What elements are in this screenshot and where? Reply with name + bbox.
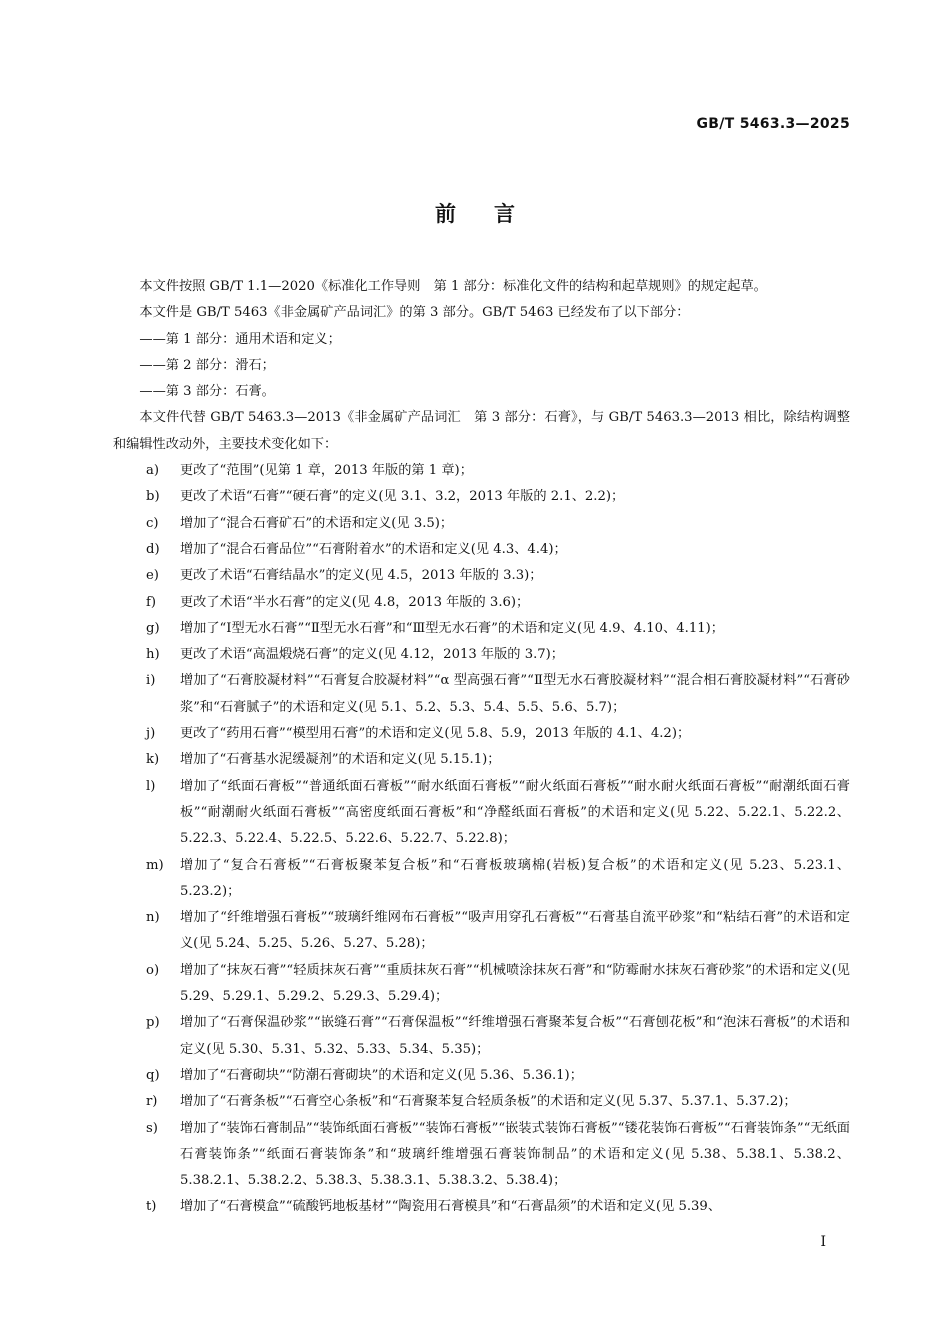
- change-text: 更改了术语“石膏”“硬石膏”的定义(见 3.1、3.2，2013 年版的 2.1、2.2)；: [180, 489, 625, 505]
- change-text: 更改了术语“石膏结晶水”的定义(见 4.5，2013 年版的 3.3)；: [180, 568, 543, 584]
- change-marker: t): [146, 1199, 157, 1215]
- change-text: 增加了“石膏砌块”“防潮石膏砌块”的术语和定义(见 5.36、5.36.1)；: [180, 1067, 583, 1083]
- changes-list: [113, 458, 850, 1221]
- part-list-item: ——第 1 部分：通用术语和定义；: [139, 331, 341, 347]
- change-text: 更改了术语“半水石膏”的定义(见 4.8，2013 年版的 3.6)；: [180, 594, 530, 610]
- change-marker: n): [146, 910, 160, 926]
- change-marker: o): [146, 962, 160, 978]
- change-item: [113, 511, 850, 537]
- change-item: [113, 1116, 850, 1195]
- intro-paragraph: 本文件按照 GB/T 1.1—2020《标准化工作导则 第 1 部分：标准化文件的结构和起草规则》的规定起草。: [139, 279, 767, 294]
- change-marker: f): [146, 594, 157, 610]
- change-item: [113, 1010, 850, 1063]
- page-title: 前言: [435, 202, 553, 226]
- change-item: [113, 563, 850, 589]
- change-marker: a): [146, 463, 160, 479]
- change-text: 增加了“纸面石膏板”“普通纸面石膏板”“耐水纸面石膏板”“耐火纸面石膏板”“耐水耐火纸面石膏板”“耐潮纸面石膏板”“耐潮耐火纸面石膏板”“高密度纸面石膏板”和“净醛纸面石膏板”的术语和定义(见 5.22、5.22.1、5.22.2、5.22.3、5.22.4、5.22.5、5.22.6、5.22.7、5.22.8)；: [180, 778, 850, 847]
- change-marker: i): [146, 673, 156, 689]
- change-item: [113, 905, 850, 958]
- intro-paragraph: 本文件是 GB/T 5463《非金属矿产品词汇》的第 3 部分。GB/T 5463 已经发布了以下部分：: [139, 305, 690, 321]
- change-text: 增加了“Ⅰ型无水石膏”“Ⅱ型无水石膏”和“Ⅲ型无水石膏”的术语和定义(见 4.9、4.10、4.11)；: [180, 620, 724, 636]
- change-item: [113, 458, 850, 484]
- page-number: Ⅰ: [820, 1234, 826, 1250]
- part-list-item: ——第 3 部分：石膏。: [139, 384, 275, 400]
- change-text: 增加了“复合石膏板”“石膏板聚苯复合板”和“石膏板玻璃棉(岩板)复合板”的术语和定义(见 5.23、5.23.1、5.23.2)；: [180, 857, 850, 899]
- change-item: [113, 958, 850, 1011]
- change-text: 增加了“石膏模盒”“硫酸钙地板基材”“陶瓷用石膏模具”和“石膏晶须”的术语和定义(见 5.39、: [180, 1199, 722, 1215]
- change-marker: q): [146, 1067, 160, 1083]
- replacement-paragraph: 本文件代替 GB/T 5463.3—2013《非金属矿产品词汇 第 3 部分：石膏》，与 GB/T 5463.3—2013 相比，除结构调整和编辑性改动外，主要技术变化如下：: [113, 410, 850, 452]
- change-text: 更改了术语“高温煅烧石膏”的定义(见 4.12，2013 年版的 3.7)；: [180, 647, 564, 663]
- change-marker: k): [146, 752, 160, 768]
- change-item: [113, 642, 850, 668]
- part-list-item: ——第 2 部分：滑石；: [139, 357, 275, 373]
- change-text: 增加了“石膏保温砂浆”“嵌缝石膏”“石膏保温板”“纤维增强石膏聚苯复合板”“石膏刨花板”和“泡沫石膏板”的术语和定义(见 5.30、5.31、5.32、5.33、5.34、5.35)；: [180, 1015, 850, 1057]
- change-item: [113, 590, 850, 616]
- change-item: [113, 537, 850, 563]
- change-marker: c): [146, 515, 159, 531]
- change-item: [113, 668, 850, 721]
- change-item: [113, 1089, 850, 1115]
- change-text: 增加了“石膏条板”“石膏空心条板”和“石膏聚苯复合轻质条板”的术语和定义(见 5.37、5.37.1、5.37.2)；: [180, 1094, 797, 1110]
- change-marker: b): [146, 489, 160, 505]
- change-marker: e): [146, 568, 159, 584]
- change-item: [113, 747, 850, 773]
- change-text: 增加了“混合石膏品位”“石膏附着水”的术语和定义(见 4.3、4.4)；: [180, 541, 567, 557]
- change-text: 更改了“药用石膏”“模型用石膏”的术语和定义(见 5.8、5.9，2013 年版的 4.1、4.2)；: [180, 726, 691, 742]
- change-text: 增加了“纤维增强石膏板”“玻璃纤维网布石膏板”“吸声用穿孔石膏板”“石膏基自流平砂浆”和“粘结石膏”的术语和定义(见 5.24、5.25、5.26、5.27、5.28)；: [180, 910, 850, 952]
- change-marker: m): [146, 857, 164, 873]
- change-item: [113, 1194, 850, 1220]
- change-text: 增加了“石膏胶凝材料”“石膏复合胶凝材料”“α 型高强石膏”“Ⅱ型无水石膏胶凝材料”“混合相石膏胶凝材料”“石膏砂浆”和“石膏腻子”的术语和定义(见 5.1、5.2、5.3、5.4、5.5、5.6、5.7)；: [180, 673, 850, 715]
- change-item: [113, 1063, 850, 1089]
- change-text: 增加了“装饰石膏制品”“装饰纸面石膏板”“装饰石膏板”“嵌装式装饰石膏板”“镂花装饰石膏板”“石膏装饰条”“无纸面石膏装饰条”“纸面石膏装饰条”和“玻璃纤维增强石膏装饰制品”的术语和定义(见 5.38、5.38.1、5.38.2、5.38.2.1、5.38.2.2、5.38.3、5.38.3.1、5.38.3.2、5.38.4)；: [180, 1120, 850, 1189]
- standard-code: GB/T 5463.3—2025: [696, 116, 850, 132]
- change-marker: h): [146, 647, 160, 663]
- change-item: [113, 774, 850, 853]
- change-text: 更改了“范围”(见第 1 章，2013 年版的第 1 章)；: [180, 463, 473, 479]
- change-item: [113, 484, 850, 510]
- change-marker: p): [146, 1015, 160, 1031]
- change-text: 增加了“混合石膏矿石”的术语和定义(见 3.5)；: [180, 515, 454, 531]
- change-marker: s): [146, 1120, 158, 1136]
- change-text: 增加了“抹灰石膏”“轻质抹灰石膏”“重质抹灰石膏”“机械喷涂抹灰石膏”和“防霉耐水抹灰石膏砂浆”的术语和定义(见 5.29、5.29.1、5.29.2、5.29.3、5.29.4)；: [180, 962, 850, 1005]
- change-marker: l): [146, 778, 156, 794]
- change-marker: r): [146, 1094, 158, 1110]
- foreword-body: [113, 274, 850, 1221]
- change-marker: j): [146, 726, 156, 742]
- change-item: [113, 616, 850, 642]
- change-text: 增加了“石膏基水泥缓凝剂”的术语和定义(见 5.15.1)；: [180, 752, 501, 768]
- change-marker: g): [146, 620, 160, 636]
- change-marker: d): [146, 541, 160, 557]
- change-item: [113, 721, 850, 747]
- change-item: [113, 853, 850, 906]
